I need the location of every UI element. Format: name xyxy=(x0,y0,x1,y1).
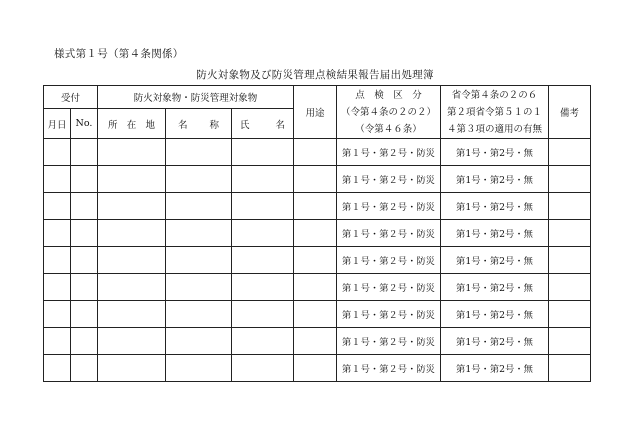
inspection-category-cell: 第１号・第２号・防災 xyxy=(337,274,441,301)
ordinance-applicability-cell: 第1号・第2号・無 xyxy=(441,301,549,328)
month-day-cell xyxy=(44,328,71,355)
name-header: 名 称 xyxy=(166,109,232,139)
usage-cell xyxy=(294,274,337,301)
usage-cell xyxy=(294,301,337,328)
number-cell xyxy=(71,220,98,247)
remarks-cell xyxy=(549,166,591,193)
name-cell xyxy=(166,139,232,166)
number-cell xyxy=(71,247,98,274)
received-header: 受付 xyxy=(44,86,98,109)
usage-cell xyxy=(294,220,337,247)
name-cell xyxy=(166,355,232,382)
location-cell xyxy=(98,220,166,247)
ordinance-applicability-cell: 第1号・第2号・無 xyxy=(441,139,549,166)
number-cell xyxy=(71,274,98,301)
name-cell xyxy=(166,193,232,220)
month-day-cell xyxy=(44,193,71,220)
remarks-cell xyxy=(549,247,591,274)
name-cell xyxy=(166,220,232,247)
form-number-label: 様式第１号（第４条関係） xyxy=(54,48,184,60)
owner-name-cell xyxy=(232,328,294,355)
inspection-category-cell: 第１号・第２号・防災 xyxy=(337,247,441,274)
number-cell xyxy=(71,166,98,193)
inspection-category-cell: 第１号・第２号・防災 xyxy=(337,220,441,247)
remarks-cell xyxy=(549,328,591,355)
number-cell xyxy=(71,301,98,328)
ordinance-applicability-cell: 第1号・第2号・無 xyxy=(441,247,549,274)
owner-name-cell xyxy=(232,274,294,301)
ordinance-applicability-cell: 第1号・第2号・無 xyxy=(441,193,549,220)
remarks-cell xyxy=(549,193,591,220)
remarks-header: 備考 xyxy=(549,86,591,139)
inspection-category-cell: 第１号・第２号・防災 xyxy=(337,328,441,355)
table-row xyxy=(44,328,591,355)
processing-ledger-table xyxy=(43,85,591,382)
table-row xyxy=(44,166,591,193)
remarks-cell xyxy=(549,355,591,382)
owner-name-cell xyxy=(232,220,294,247)
number-cell xyxy=(71,139,98,166)
location-header: 所 在 地 xyxy=(98,109,166,139)
location-cell xyxy=(98,274,166,301)
table-row xyxy=(44,139,591,166)
month-day-cell xyxy=(44,301,71,328)
applicability-header-line-2: 第２項省令第５１の１ xyxy=(446,106,542,118)
month-day-cell xyxy=(44,247,71,274)
owner-name-cell xyxy=(232,247,294,274)
month-day-cell xyxy=(44,220,71,247)
location-cell xyxy=(98,139,166,166)
inspection-category-cell: 第１号・第２号・防災 xyxy=(337,139,441,166)
number-cell xyxy=(71,193,98,220)
location-cell xyxy=(98,328,166,355)
ledger-body xyxy=(44,139,591,382)
ordinance-applicability-cell: 第1号・第2号・無 xyxy=(441,328,549,355)
location-cell xyxy=(98,301,166,328)
month-day-cell xyxy=(44,274,71,301)
owner-name-header: 氏 名 xyxy=(232,109,294,139)
inspection-category-header xyxy=(337,86,441,139)
remarks-cell xyxy=(549,301,591,328)
name-cell xyxy=(166,166,232,193)
usage-cell xyxy=(294,139,337,166)
applicability-header-line-3: ４第３項の適用の有無 xyxy=(446,123,542,135)
usage-cell xyxy=(294,355,337,382)
month-day-cell xyxy=(44,355,71,382)
owner-name-cell xyxy=(232,139,294,166)
header-row-1 xyxy=(44,86,591,109)
owner-name-cell xyxy=(232,193,294,220)
location-cell xyxy=(98,355,166,382)
document-title: 防火対象物及び防災管理点検結果報告届出処理簿 xyxy=(196,69,434,81)
table-row xyxy=(44,274,591,301)
ordinance-applicability-cell: 第1号・第2号・無 xyxy=(441,355,549,382)
table-row xyxy=(44,247,591,274)
name-cell xyxy=(166,301,232,328)
inspection-header-line-3: （令第４６条） xyxy=(355,123,422,135)
owner-name-cell xyxy=(232,166,294,193)
inspection-category-cell: 第１号・第２号・防災 xyxy=(337,355,441,382)
inspection-header-line-2: （令第４条の２の２） xyxy=(340,106,436,118)
table-row xyxy=(44,220,591,247)
location-cell xyxy=(98,247,166,274)
table-row xyxy=(44,355,591,382)
ordinance-applicability-cell: 第1号・第2号・無 xyxy=(441,220,549,247)
number-cell xyxy=(71,355,98,382)
month-day-header: 月日 xyxy=(44,109,71,139)
usage-cell xyxy=(294,166,337,193)
usage-cell xyxy=(294,328,337,355)
location-cell xyxy=(98,193,166,220)
usage-header: 用途 xyxy=(294,86,337,139)
number-cell xyxy=(71,328,98,355)
ordinance-applicability-header xyxy=(441,86,549,139)
table-row xyxy=(44,301,591,328)
name-cell xyxy=(166,247,232,274)
remarks-cell xyxy=(549,274,591,301)
remarks-cell xyxy=(549,220,591,247)
name-cell xyxy=(166,328,232,355)
applicability-header-line-1: 省令第４条の２の６ xyxy=(451,89,538,101)
inspection-category-cell: 第１号・第２号・防災 xyxy=(337,301,441,328)
owner-name-cell xyxy=(232,355,294,382)
location-cell xyxy=(98,166,166,193)
usage-cell xyxy=(294,193,337,220)
target-object-header: 防火対象物・防災管理対象物 xyxy=(98,86,294,109)
month-day-cell xyxy=(44,166,71,193)
inspection-category-cell: 第１号・第２号・防災 xyxy=(337,166,441,193)
inspection-header-line-1: 点 検 区 分 xyxy=(355,89,422,101)
number-header: No. xyxy=(71,109,98,139)
ordinance-applicability-cell: 第1号・第2号・無 xyxy=(441,166,549,193)
remarks-cell xyxy=(549,139,591,166)
month-day-cell xyxy=(44,139,71,166)
name-cell xyxy=(166,274,232,301)
table-row xyxy=(44,193,591,220)
ordinance-applicability-cell: 第1号・第2号・無 xyxy=(441,274,549,301)
usage-cell xyxy=(294,247,337,274)
owner-name-cell xyxy=(232,301,294,328)
inspection-category-cell: 第１号・第２号・防災 xyxy=(337,193,441,220)
